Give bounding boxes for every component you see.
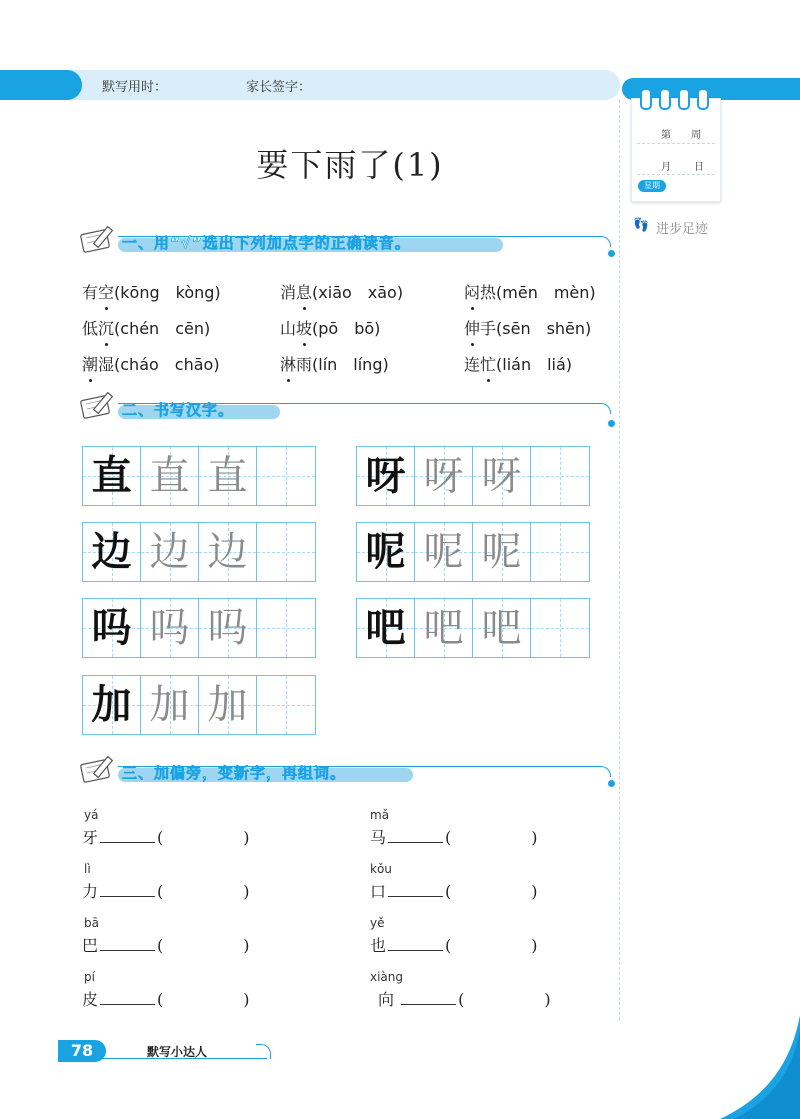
answer-blank[interactable] bbox=[388, 882, 443, 897]
trace-char: 呢 bbox=[481, 529, 522, 575]
binder-ring-icon bbox=[678, 88, 690, 110]
pronunciation-item: 山坡(pō bō) bbox=[280, 316, 380, 339]
day-label: 日 bbox=[694, 162, 704, 173]
trace-char: 边 bbox=[149, 529, 190, 575]
pinyin-label: pí bbox=[84, 970, 95, 984]
grid-cell-blank[interactable] bbox=[531, 447, 589, 505]
pronunciation-item: 消息(xiāo xāo) bbox=[280, 280, 403, 303]
radical-exercise-row: 巴 ( ) bbox=[82, 936, 250, 955]
trace-char: 呀 bbox=[481, 453, 522, 499]
section2-heading: 二、书写汉字。 bbox=[122, 401, 235, 419]
trace-char: 直 bbox=[207, 453, 248, 499]
grid-cell bbox=[473, 523, 531, 581]
page-number: 78 bbox=[58, 1040, 106, 1062]
radical-exercise-row: 向 ( ) bbox=[378, 990, 551, 1009]
section-dot bbox=[608, 250, 615, 257]
month-label: 月 bbox=[661, 162, 671, 173]
grid-cell bbox=[357, 447, 415, 505]
pronunciation-item: 低沉(chén cēn) bbox=[82, 316, 210, 339]
radical-exercise-row: 马 ( ) bbox=[370, 828, 538, 847]
section3-heading: 三、加偏旁，变新字，再组词。 bbox=[122, 764, 347, 782]
grid-cell-blank[interactable] bbox=[531, 523, 589, 581]
answer-blank[interactable] bbox=[100, 990, 155, 1005]
pinyin-label: xiàng bbox=[370, 970, 404, 984]
grid-cell-blank[interactable] bbox=[257, 676, 315, 734]
pronunciation-item: 连忙(lián liá) bbox=[464, 352, 572, 375]
weekday-tag: 星期 bbox=[638, 180, 666, 192]
dictation-time-label: 默写用时： bbox=[102, 80, 168, 95]
radical-exercise-row: 牙 ( ) bbox=[82, 828, 250, 847]
trace-char: 加 bbox=[207, 682, 248, 728]
writing-grid[interactable] bbox=[356, 598, 590, 658]
model-char: 呢 bbox=[365, 528, 406, 575]
grid-cell bbox=[357, 523, 415, 581]
pinyin-label: yá bbox=[84, 808, 99, 822]
week-label-suffix: 周 bbox=[691, 130, 701, 141]
grid-cell bbox=[83, 523, 141, 581]
answer-blank[interactable] bbox=[100, 936, 155, 951]
book-title: 默写小达人 bbox=[147, 1045, 208, 1059]
grid-cell bbox=[199, 523, 257, 581]
answer-blank[interactable] bbox=[100, 828, 155, 843]
grid-cell bbox=[199, 447, 257, 505]
week-label-prefix: 第 bbox=[661, 130, 671, 141]
answer-blank[interactable] bbox=[100, 882, 155, 897]
pencil-notebook-icon bbox=[78, 388, 122, 420]
section-dot bbox=[608, 420, 615, 427]
model-char: 吧 bbox=[365, 604, 406, 651]
trace-char: 吗 bbox=[207, 605, 248, 651]
model-char: 边 bbox=[91, 528, 132, 575]
trace-char: 边 bbox=[207, 529, 248, 575]
pinyin-label: lì bbox=[84, 862, 91, 876]
answer-blank[interactable] bbox=[388, 936, 443, 951]
binder-ring-icon bbox=[697, 88, 709, 110]
trace-char: 呢 bbox=[423, 529, 464, 575]
section1-heading: 一、用“√”选出下列加点字的正确读音。 bbox=[122, 234, 411, 252]
grid-cell bbox=[415, 447, 473, 505]
grid-cell bbox=[141, 447, 199, 505]
parent-sign-label: 家长签字： bbox=[246, 80, 312, 95]
grid-cell bbox=[473, 447, 531, 505]
pronunciation-item: 伸手(sēn shēn) bbox=[464, 316, 591, 339]
radical-exercise-row: 力 ( ) bbox=[82, 882, 250, 901]
grid-cell-blank[interactable] bbox=[257, 599, 315, 657]
grid-cell bbox=[415, 599, 473, 657]
grid-cell bbox=[199, 676, 257, 734]
radical-exercise-row: 口 ( ) bbox=[370, 882, 538, 901]
trace-char: 加 bbox=[149, 682, 190, 728]
progress-label: 进步足迹 bbox=[656, 222, 709, 237]
binder-ring-icon bbox=[659, 88, 671, 110]
trace-char: 吧 bbox=[423, 605, 464, 651]
writing-grid[interactable] bbox=[82, 446, 316, 506]
grid-cell bbox=[141, 599, 199, 657]
pinyin-label: yě bbox=[370, 916, 385, 930]
margin-divider bbox=[619, 100, 620, 1020]
writing-grid[interactable] bbox=[82, 522, 316, 582]
model-char: 呀 bbox=[365, 452, 406, 499]
radical-exercise-row: 皮 ( ) bbox=[82, 990, 250, 1009]
trace-char: 呀 bbox=[423, 453, 464, 499]
grid-cell-blank[interactable] bbox=[531, 599, 589, 657]
page-corner-decoration bbox=[700, 1000, 800, 1119]
model-char: 吗 bbox=[91, 604, 132, 651]
grid-cell bbox=[83, 447, 141, 505]
grid-cell bbox=[141, 523, 199, 581]
writing-grid[interactable] bbox=[356, 446, 590, 506]
grid-cell-blank[interactable] bbox=[257, 523, 315, 581]
writing-grid[interactable] bbox=[356, 522, 590, 582]
pronunciation-item: 潮湿(cháo chāo) bbox=[82, 352, 220, 375]
writing-grid[interactable] bbox=[82, 598, 316, 658]
trace-char: 吧 bbox=[481, 605, 522, 651]
radical-exercise-row: 也 ( ) bbox=[370, 936, 538, 955]
pinyin-label: kǒu bbox=[370, 862, 392, 876]
grid-cell bbox=[141, 676, 199, 734]
pronunciation-item: 闷热(mēn mèn) bbox=[464, 280, 596, 303]
pinyin-label: mǎ bbox=[370, 808, 390, 822]
pronunciation-item: 淋雨(lín lı́ng) bbox=[280, 352, 389, 375]
footprints-icon: 👣 bbox=[633, 218, 650, 233]
footer-curl bbox=[256, 1044, 271, 1059]
grid-cell bbox=[199, 599, 257, 657]
pencil-notebook-icon bbox=[78, 752, 122, 784]
section-dot bbox=[608, 780, 615, 787]
pencil-notebook-icon bbox=[78, 222, 122, 254]
binder-ring-icon bbox=[640, 88, 652, 110]
writing-grid[interactable] bbox=[82, 675, 316, 735]
answer-blank[interactable] bbox=[388, 828, 443, 843]
grid-cell bbox=[473, 599, 531, 657]
model-char: 加 bbox=[91, 681, 132, 728]
grid-cell bbox=[83, 676, 141, 734]
grid-cell bbox=[357, 599, 415, 657]
pinyin-label: bā bbox=[84, 916, 99, 930]
page-title: 要下雨了(1) bbox=[256, 146, 444, 184]
grid-cell-blank[interactable] bbox=[257, 447, 315, 505]
model-char: 直 bbox=[91, 452, 132, 499]
header-bar-cap bbox=[0, 70, 82, 100]
answer-blank[interactable] bbox=[401, 990, 456, 1005]
grid-cell bbox=[415, 523, 473, 581]
pronunciation-item: 有空(kōng kòng) bbox=[82, 280, 221, 303]
grid-cell bbox=[83, 599, 141, 657]
trace-char: 直 bbox=[149, 453, 190, 499]
trace-char: 吗 bbox=[149, 605, 190, 651]
